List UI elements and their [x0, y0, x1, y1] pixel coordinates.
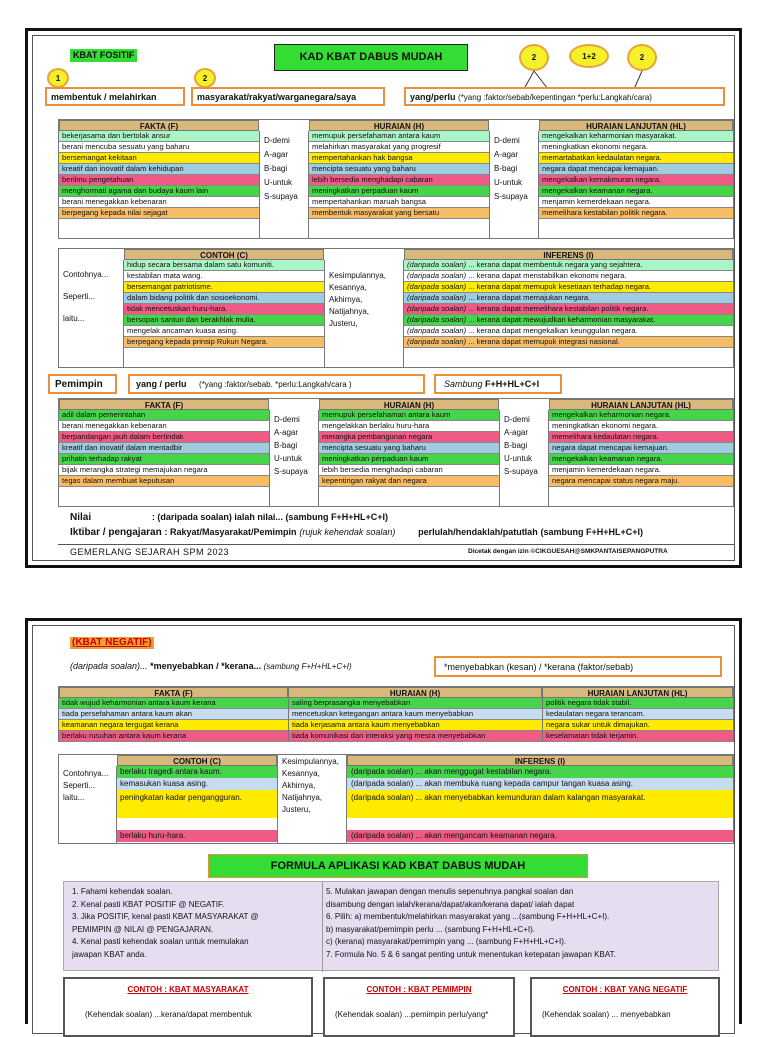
- nilai-label: Nilai: [70, 512, 92, 523]
- term-box-masyarakat: masyarakat/rakyat/warganegara/saya: [191, 87, 385, 106]
- connector-untuk: U-untuk: [504, 454, 533, 463]
- sambung-formula: F+H+HL+C+I: [485, 379, 540, 389]
- huraian-cell: meningkatkan perpaduan kaum: [309, 186, 489, 197]
- sambung-box: [434, 374, 562, 394]
- connector-agar: A-agar: [494, 150, 519, 159]
- fakta-cell: berlaku rusuhan antara kaum kerana: [59, 731, 288, 742]
- kbat-negative-badge: (KBAT NEGATIF): [72, 637, 152, 648]
- example-text: (Kehendak soalan) ...pemimpin perlu/yang*: [335, 1010, 489, 1019]
- fakta-cell: berani mencuba sesuatu yang baharu: [59, 142, 259, 153]
- contoh-row: berlaku huru-hara.: [117, 830, 277, 842]
- contoh-inferens-table: [58, 248, 734, 368]
- negative-contoh-inferens-table: [58, 754, 734, 844]
- fakta-cell: menghormati agama dan budaya kaum lain: [59, 186, 259, 197]
- pemimpin-yang-perlu-label: yang / perlu: [136, 379, 187, 389]
- huraian-lanjutan-cell: negara dapat mencapai kemajuan.: [549, 443, 733, 454]
- huraian-lanjutan-header: HURAIAN LANJUTAN (HL): [549, 399, 733, 410]
- step-7: 7. Formula No. 5 & 6 sangat penting untuk menentukan ketepatan jawapan KBAT.: [326, 949, 616, 959]
- step-6c: c) (kerana) masyarakat/pemimpin yang ... (sambung F+H+HL+C+I).: [326, 937, 567, 946]
- kesimpulan-column: [324, 260, 404, 367]
- iktibar-line: [70, 526, 738, 539]
- marker-circle-combo: 1+2: [569, 44, 609, 68]
- inferens-row: (daripada soalan) ... akan membuka ruang kepada campur tangan kuasa asing.: [347, 778, 733, 790]
- fakta-huraian-table: [58, 119, 734, 239]
- inferens-prefix: (daripada soalan): [407, 260, 467, 269]
- nilai-line: [70, 511, 710, 524]
- huraian-cell: mempertahankan hak bangsa: [309, 153, 489, 164]
- huraian-lanjutan-cell: memartabatkan kedaulatan negara.: [539, 153, 733, 164]
- inferens-header: INFERENS (I): [404, 249, 733, 260]
- connectors-column-1: [269, 410, 319, 506]
- nilai-text: : (daripada soalan) ialah nilai... (sambung F+H+HL+C+I): [151, 512, 388, 522]
- marker-circle-2: 2: [194, 68, 216, 88]
- starter-kesimpulannya: Kesimpulannya,: [329, 271, 386, 280]
- negative-fakta-huraian-table: [58, 686, 734, 742]
- intro-sambung: (sambung F+H+HL+C+I): [263, 662, 352, 671]
- inferens-row: (daripada soalan) ... akan mengancam keamanan negara.: [347, 830, 733, 842]
- example-title: CONTOH : KBAT YANG NEGATIF: [562, 985, 688, 994]
- fakta-column: [59, 131, 259, 219]
- example-kbat-pemimpin: [323, 977, 515, 1037]
- inferens-text: ... kerana dapat memupuk integrasi nasional.: [468, 337, 620, 346]
- example-text: (Kehendak soalan) ... menyebabkan: [542, 1010, 671, 1019]
- example-title: CONTOH : KBAT PEMIMPIN: [366, 985, 472, 994]
- starter-kesannya: Kesannya,: [329, 283, 367, 292]
- connector-demi: D-demi: [264, 136, 290, 145]
- connector-supaya: S-supaya: [494, 192, 528, 201]
- connector-untuk: U-untuk: [274, 454, 303, 463]
- fakta-cell: bijak merangka strategi memajukan negara: [59, 465, 269, 476]
- starter-justeru: Justeru,: [329, 319, 358, 328]
- contoh-starters: [59, 766, 117, 843]
- huraian-cell: tiada komunikasi dan interaksi yang mesra menyebabkan: [289, 731, 542, 742]
- connector-supaya: S-supaya: [274, 467, 308, 476]
- yang-perlu-note: (*yang :faktor/sebab/kepentingan *perlu:Langkah/cara): [458, 93, 652, 102]
- term-box-yang-perlu: [404, 87, 725, 106]
- inferens-row: (daripada soalan) ... akan menyebabkan kemunduran dalam kalangan masyarakat.: [347, 790, 733, 818]
- fakta-cell: tiada persefahaman antara kaum akan: [59, 709, 288, 720]
- negative-intro-line: [70, 661, 352, 672]
- connectors-column-1: [259, 131, 309, 238]
- connector-demi: D-demi: [504, 415, 530, 424]
- fakta-cell: berpegang kepada nilai sejagat: [59, 208, 259, 219]
- starter-contohnya: Contohnya...: [63, 270, 109, 279]
- inferens-cell: [404, 282, 733, 293]
- connector-supaya: S-supaya: [504, 467, 538, 476]
- huraian-column: [319, 410, 499, 487]
- huraian-header: HURAIAN (H): [319, 399, 499, 410]
- fakta-cell: kreatif dan inovatif dalam kehidupan: [59, 164, 259, 175]
- huraian-cell: memupuk persefahaman antara kaum: [309, 131, 489, 142]
- contoh-cell: kestabilan mata wang.: [124, 271, 324, 282]
- inferens-text: ... kerana dapat memelihara kestabilan politik negara.: [468, 304, 649, 313]
- menyebabkan-box: *menyebabkan (kesan) / *kerana (faktor/sebab): [434, 656, 722, 677]
- example-kbat-masyarakat: [63, 977, 313, 1037]
- iktibar-sambung: (sambung F+H+HL+C+I): [540, 527, 643, 537]
- huraian-lanjutan-cell: mengekalkan keharmonian masyarakat.: [539, 131, 733, 142]
- huraian-lanjutan-cell: mengekalkan keamanan negara.: [539, 186, 733, 197]
- huraian-cell: tiada kerjasama antara kaum menyebabkan: [289, 720, 542, 731]
- huraian-lanjutan-column: [549, 410, 733, 487]
- huraian-cell: memupuk persefahaman antara kaum: [319, 410, 499, 421]
- fakta-header: FAKTA (F): [59, 687, 288, 698]
- iktibar-text: : Rakyat/Masyarakat/Pemimpin: [164, 527, 297, 537]
- inferens-column: [404, 260, 733, 348]
- card-title: KAD KBAT DABUS MUDAH: [274, 44, 468, 71]
- connector-demi: D-demi: [274, 415, 300, 424]
- fakta-cell: bersemangat kekitaan: [59, 153, 259, 164]
- inferens-prefix: (daripada soalan): [407, 282, 467, 291]
- connector-untuk: U-untuk: [494, 178, 523, 187]
- huraian-cell: mencipta sesuatu yang baharu: [319, 443, 499, 454]
- huraian-header: HURAIAN (H): [288, 687, 542, 698]
- inferens-text: ... kerana dapat membentuk negara yang sejahtera.: [468, 260, 643, 269]
- step-3-cont: PEMIMPIN @ NILAI @ PENGAJARAN.: [72, 924, 214, 934]
- inferens-text: ... kerana dapat mewujudkan keharmonian masyarakat.: [468, 315, 656, 324]
- term-box-membentuk: membentuk / melahirkan: [45, 87, 185, 106]
- fakta-cell: tegas dalam membuat keputusan: [59, 476, 269, 487]
- inferens-text: ... kerana dapat memupuk kesetiaan terhadap negara.: [468, 282, 652, 291]
- step-4-cont: jawapan KBAT anda.: [72, 949, 147, 959]
- huraian-column: [288, 698, 542, 742]
- huraian-lanjutan-cell: memelihara kestabilan politik negara.: [539, 208, 733, 219]
- pemimpin-yang-perlu-note: (*yang :faktor/sebab. *perlu:Langkah/cara ): [199, 380, 352, 389]
- inferens-header: INFERENS (I): [347, 755, 733, 766]
- marker-circle-yang: 2: [519, 44, 549, 71]
- inferens-cell: [404, 260, 733, 271]
- step-2: 2. Kenal pasti KBAT POSITIF @ NEGATIF.: [72, 899, 225, 909]
- fakta-column: [59, 410, 269, 487]
- step-5: 5. Mulakan jawapan dengan menulis sepenuhnya pangkal soalan dan: [326, 887, 574, 896]
- connector-bagi: B-bagi: [504, 441, 528, 450]
- steps-right: [326, 886, 716, 961]
- connector-untuk: U-untuk: [264, 178, 293, 187]
- fakta-header: FAKTA (F): [59, 399, 269, 410]
- inferens-prefix: (daripada soalan): [407, 337, 467, 346]
- fakta-cell: prihatin terhadap rakyat: [59, 454, 269, 465]
- inferens-text: ... kerana dapat mengekalkan keunggulan negara.: [468, 326, 638, 335]
- fakta-cell: berani menegakkan kebenaran: [59, 197, 259, 208]
- contoh-cell: tidak mencetuskan huru-hara.: [124, 304, 324, 315]
- iktibar-label: Iktibar / pengajaran: [70, 527, 162, 538]
- huraian-lanjutan-cell: keselamatan tidak terjamin.: [543, 731, 733, 742]
- starter-natijahnya: Natijahnya,: [329, 307, 370, 316]
- huraian-cell: merangka pembangunan negara: [319, 432, 499, 443]
- inferens-prefix: (daripada soalan): [407, 293, 467, 302]
- example-kbat-negatif: [530, 977, 720, 1037]
- step-6b: b) masyarakat/pemimpin perlu ... (sambung F+H+HL+C+I).: [326, 924, 535, 934]
- fakta-cell: tidak wujud keharmonian antara kaum kerana: [59, 698, 288, 709]
- huraian-lanjutan-cell: mengekalkan keamanan negara.: [549, 454, 733, 465]
- formula-steps-box: [63, 881, 719, 971]
- yang-perlu-label: yang/perlu: [410, 92, 456, 102]
- huraian-header: HURAIAN (H): [309, 120, 489, 131]
- steps-divider: [322, 882, 323, 972]
- inferens-text: ... kerana dapat menstabilkan ekonomi negara.: [468, 271, 627, 280]
- pemimpin-box: Pemimpin: [48, 374, 117, 394]
- huraian-lanjutan-cell: kedaulatan negara terancam.: [543, 709, 733, 720]
- pemimpin-fakta-huraian-table: [58, 398, 734, 507]
- huraian-lanjutan-cell: negara dapat mencapai kemajuan.: [539, 164, 733, 175]
- huraian-lanjutan-cell: politik negara tidak stabil.: [543, 698, 733, 709]
- contoh-cell: hidup secara bersama dalam satu komuniti.: [124, 260, 324, 271]
- kbat-positive-badge: KBAT FOSITIF: [70, 49, 137, 62]
- contoh-cell: mengelak ancaman kuasa asing.: [124, 326, 324, 337]
- inferens-cell: [404, 326, 733, 337]
- huraian-lanjutan-cell: meningkatkan ekonomi negara.: [539, 142, 733, 153]
- step-3: 3. Jika POSITIF, kenal pasti KBAT MASYARAKAT @: [72, 912, 259, 921]
- huraian-cell: mencetuskan ketegangan antara kaum menyebabkan: [289, 709, 542, 720]
- starter-kesimpulannya: Kesimpulannya,: [282, 757, 339, 766]
- kbat-negative-card: [25, 618, 742, 1024]
- connector-agar: A-agar: [274, 428, 299, 437]
- starter-seperti: Seperti...: [63, 781, 96, 790]
- iktibar-note: (rujuk kehendak soalan): [299, 527, 396, 537]
- huraian-column: [309, 131, 489, 219]
- huraian-lanjutan-cell: mengekalkan kemakmuran negara.: [539, 175, 733, 186]
- huraian-cell: lebih bersedia menghadapi cabaran: [319, 465, 499, 476]
- fakta-column: [59, 698, 288, 742]
- connector-agar: A-agar: [264, 150, 289, 159]
- huraian-lanjutan-cell: memelihara kedaulatan negara.: [549, 432, 733, 443]
- marker-circle-1: 1: [47, 68, 69, 88]
- contoh-cell: bersopan santun dan berakhlak mulia.: [124, 315, 324, 326]
- steps-left: [72, 886, 322, 961]
- inferens-row: (daripada soalan) ... akan menggugat kestabilan negara.: [347, 766, 733, 778]
- pemimpin-yang-perlu-box: [128, 374, 425, 394]
- contoh-row: kemasukan kuasa asing.: [117, 778, 277, 790]
- starter-akhirnya: Akhirnya,: [329, 295, 363, 304]
- inferens-cell: [404, 337, 733, 348]
- huraian-cell: mencipta sesuatu yang baharu: [309, 164, 489, 175]
- huraian-lanjutan-cell: mengekalkan keharmonian negara.: [549, 410, 733, 421]
- fakta-cell: adil dalam pemerintahan: [59, 410, 269, 421]
- huraian-lanjutan-header: HURAIAN LANJUTAN (HL): [539, 120, 733, 131]
- inferens-text: ... kerana dapat memajukan negara.: [468, 293, 591, 302]
- huraian-cell: kepentingan rakyat dan negara: [319, 476, 499, 487]
- contoh-header: CONTOH (C): [117, 755, 277, 766]
- huraian-cell: lebih bersedia menghadapi cabaran: [309, 175, 489, 186]
- inferens-column: [347, 766, 733, 842]
- huraian-lanjutan-cell: negara sukar untuk dimajukan.: [543, 720, 733, 731]
- inferens-prefix: (daripada soalan): [407, 304, 467, 313]
- starter-justeru: Justeru,: [282, 805, 311, 814]
- contoh-cell: dalam bidang politik dan sosioekonomi.: [124, 293, 324, 304]
- huraian-lanjutan-column: [542, 698, 733, 742]
- huraian-lanjutan-column: [539, 131, 733, 219]
- starter-natijahnya: Natijahnya,: [282, 793, 323, 802]
- huraian-lanjutan-cell: menjamin kemerdekaan negara.: [539, 197, 733, 208]
- iktibar-right: perlulah/hendaklah/patutlah: [418, 527, 538, 537]
- huraian-cell: mengelakkan berlaku huru-hara: [319, 421, 499, 432]
- fakta-cell: bekerjasama dan bertolak ansur: [59, 131, 259, 142]
- formula-title: FORMULA APLIKASI KAD KBAT DABUS MUDAH: [208, 854, 588, 878]
- kbat-positive-card: [25, 28, 742, 568]
- connector-bagi: B-bagi: [494, 164, 518, 173]
- fakta-cell: keamanan negara tergugat kerana: [59, 720, 288, 731]
- inferens-cell: [404, 315, 733, 326]
- contoh-starters: [59, 260, 124, 367]
- example-title: CONTOH : KBAT MASYARAKAT: [127, 985, 249, 994]
- fakta-cell: berilmu pengetahuan: [59, 175, 259, 186]
- kesimpulan-column: [277, 754, 347, 843]
- connector-supaya: S-supaya: [264, 192, 298, 201]
- contoh-cell: bersemangat patriotisme.: [124, 282, 324, 293]
- step-1: 1. Fahami kehendak soalan.: [72, 887, 173, 896]
- fakta-cell: berpandangan jauh dalam bertindak: [59, 432, 269, 443]
- inferens-prefix: (daripada soalan): [407, 315, 467, 324]
- huraian-lanjutan-header: HURAIAN LANJUTAN (HL): [542, 687, 733, 698]
- intro-menyebabkan: *menyebabkan / *kerana...: [150, 661, 262, 671]
- connectors-column-2: [499, 410, 549, 506]
- huraian-cell: mempertahankan maruah bangsa: [309, 197, 489, 208]
- inferens-prefix: (daripada soalan): [407, 326, 467, 335]
- contoh-row: peningkatan kadar pengangguran.: [117, 790, 277, 818]
- inferens-prefix: (daripada soalan): [407, 271, 467, 280]
- connector-bagi: B-bagi: [274, 441, 298, 450]
- step-4: 4. Kenal pasti kehendak soalan untuk memulakan: [72, 937, 249, 946]
- starter-iaitu: laitu...: [63, 793, 85, 802]
- starter-contohnya: Contohnya...: [63, 769, 109, 778]
- intro-daripada: (daripada soalan)...: [70, 661, 148, 671]
- huraian-lanjutan-cell: negara mencapai status negara maju.: [549, 476, 733, 487]
- contoh-row: berlaku tragedi antara kaum.: [117, 766, 277, 778]
- inferens-cell: [404, 271, 733, 282]
- step-5-cont: disambung dengan ialah/kerana/dapat/akan/kerana dapat/ ialah dapat: [326, 899, 575, 909]
- footer-left: GEMERLANG SEJARAH SPM 2023: [70, 547, 230, 557]
- example-text: (Kehendak soalan) ...kerana/dapat membentuk: [85, 1010, 252, 1019]
- huraian-lanjutan-cell: meningkatkan ekonomi negara.: [549, 421, 733, 432]
- step-6a: 6. Pilih: a) membentuk/melahirkan masyarakat yang ...(sambung F+H+HL+C+I).: [326, 912, 610, 921]
- starter-kesannya: Kesannya,: [282, 769, 320, 778]
- huraian-lanjutan-cell: menjamin kemerdekaan negara.: [549, 465, 733, 476]
- contoh-cell: berpegang kepada prinsip Rukun Negara.: [124, 337, 324, 348]
- inferens-cell: [404, 293, 733, 304]
- connector-agar: A-agar: [504, 428, 529, 437]
- fakta-cell: berani menegakkan kebenaran: [59, 421, 269, 432]
- huraian-cell: melahirkan masyarakat yang progresif: [309, 142, 489, 153]
- fakta-cell: kreatif dan inovatif dalam mentadbir: [59, 443, 269, 454]
- contoh-column: [117, 766, 277, 842]
- starter-iaitu: laitu...: [63, 314, 85, 323]
- huraian-cell: membentuk masyarakat yang bersatu: [309, 208, 489, 219]
- fakta-header: FAKTA (F): [59, 120, 259, 131]
- marker-circle-perlu: 2: [627, 44, 657, 71]
- connector-bagi: B-bagi: [264, 164, 288, 173]
- starter-seperti: Seperti...: [63, 292, 96, 301]
- footer-right: Dicetak dengan izin ©CIKGUESAH@SMKPANTAISEPANGPUTRA: [468, 548, 668, 555]
- sambung-label: Sambung: [444, 379, 483, 389]
- contoh-column: [124, 260, 324, 348]
- inferens-cell: [404, 304, 733, 315]
- starter-akhirnya: Akhirnya,: [282, 781, 316, 790]
- huraian-cell: meningkatkan perpaduan kaum: [319, 454, 499, 465]
- connector-demi: D-demi: [494, 136, 520, 145]
- footer-divider: [58, 544, 734, 545]
- contoh-header: CONTOH (C): [124, 249, 324, 260]
- connectors-column-2: [489, 131, 539, 238]
- huraian-cell: saling berprasangka menyebabkan: [289, 698, 542, 709]
